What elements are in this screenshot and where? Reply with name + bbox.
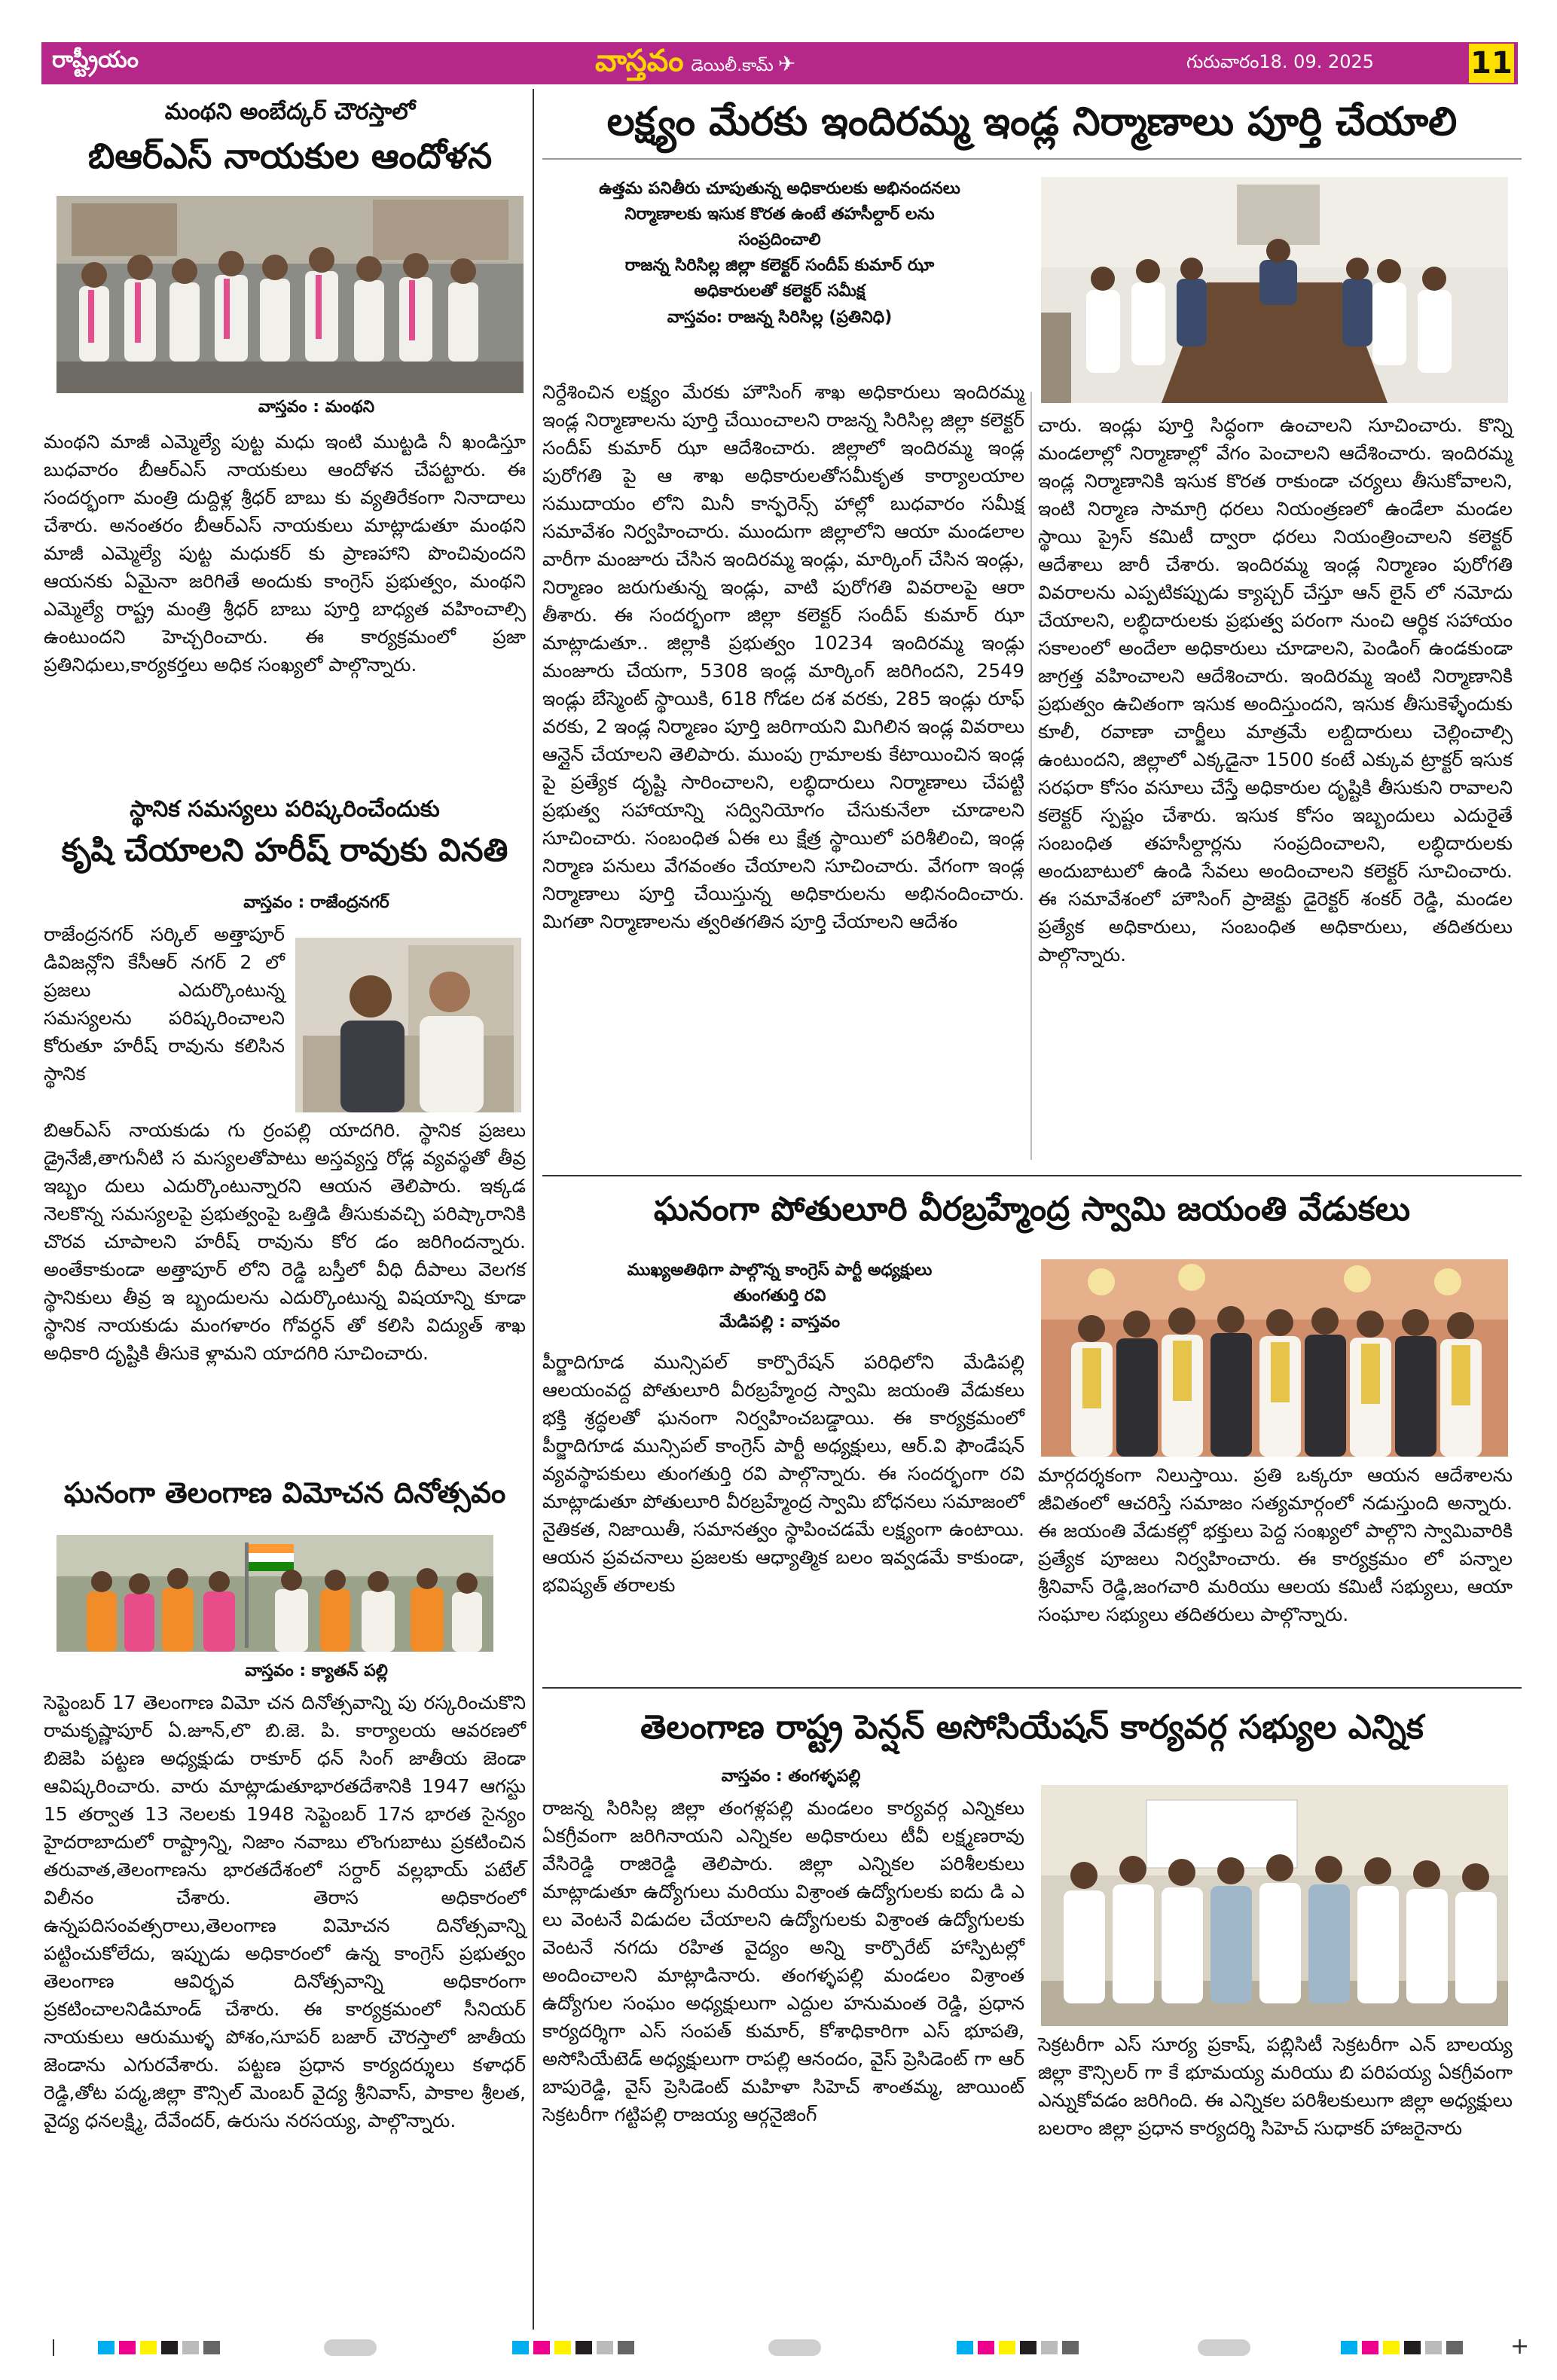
a2-body-side: రాజేంద్రనగర్ సర్కిల్ అత్తాపూర్ డివిజన్లోని కేసీఆర్ నగర్ 2 లో ప్రజలు ఎదుర్కొంటున్న సమస్యలను పరిష్కరించాలని కోరుతూ హరీష్ రావును కలిసిన స్థానిక	[44, 923, 285, 1085]
masthead-brand	[595, 44, 795, 86]
a4-body-left: నిర్దేశించిన లక్ష్యం మేరకు హౌసింగ్ శాఖ అధికారులు ఇందిరమ్మ ఇండ్ల నిర్మాణాలను పూర్తి చేయించాలని రాజన్న సిరిసిల్ల జిల్లా కలెక్టర్ సందీప్ కుమార్ ఝా ఆదేశించారు. జిల్లాలో ఇందిరమ్మ ఇండ్ల పురోగతి పై ఆ శాఖ అధికారులతోసమీకృత కార్యాలయాల సముదాయం లోని మినీ కాన్ఫరెన్స్ హాల్లో బుధవారం సమీక్ష సమావేశం నిర్వహించారు. ముందుగా జిల్లాలోని ఆయా మండలాల వారీగా మంజూరు చేసిన ఇందిరమ్మ ఇండ్లు, మార్కింగ్ చేసిన ఇండ్లు, నిర్మాణం జరుగుతున్న ఇండ్లు, వాటి పురోగతి వివరాలపై ఆరా తీశారు. ఈ సందర్భంగా జిల్లా కలెక్టర్ సందీప్ కుమార్ ఝా మాట్లాడుతూ.. జిల్లాకి ప్రభుత్వం 10234 ఇందిరమ్మ ఇండ్లు మంజూరు చేయగా, 5308 ఇండ్ల మార్కింగ్ జరిగిందని, 2549 ఇండ్లు బేస్మెంట్ స్థాయికి, 618 గోడల దశ వరకు, 285 ఇండ్లు రూఫ్ వరకు, 2 ఇండ్ల నిర్మాణం పూర్తి జరిగాయని మిగిలిన ఇండ్ల వివరాలు ఆన్లైన్ చేయాలని తెలిపారు. ముంపు గ్రామాలకు కేటాయించిన ఇండ్ల పై ప్రత్యేక దృష్టి సారించాలని, లబ్ధిదారులు నిర్మాణాలు చేపట్టి ప్రభుత్వ సహాయాన్ని సద్వినియోగం చేసుకునేలా చూడాలని సూచించారు. సంబంధిత ఏఈ లు క్షేత్ర స్థాయిలో పరిశీలించి, ఇండ్ల నిర్మాణ పనులు వేగవంతం చేయాలని సూచించారు. వేగంగా ఇండ్ల నిర్మాణాలు పూర్తి చేయిస్తున్న అధికారులను అభినందించారు. మిగతా నిర్మాణాలను త్వరితగతిన పూర్తి చేయాలని ఆదేశం	[542, 381, 1024, 932]
section-label: రాష్ట్రీయం	[52, 47, 139, 73]
a4-kicker-block	[542, 176, 1017, 331]
a5-dateline: మేడిపల్లి : వాస్తవం	[719, 1313, 841, 1332]
a5-kicker-2: తుంగతుర్తి రవి	[733, 1286, 826, 1305]
brand-suffix: డెయిలీ.కామ్	[691, 56, 774, 75]
a1-headline: బిఆర్ఎస్ నాయకుల ఆందోళన	[87, 136, 493, 176]
meeting-photo	[1041, 177, 1508, 403]
a4-body-right: చారు. ఇండ్లు పూర్తి సిద్ధంగా ఉంచాలని సూచించారు. కొన్ని మండలాల్లో నిర్మాణాల్లో వేగం పెంచాలని ఆదేశించారు. ఇందిరమ్మ ఇండ్ల నిర్మాణానికి ఇసుక కొరత రాకుండా చర్యలు తీసుకోవాలని, ఇంటి నిర్మాణ సామాగ్రి ధరలు నియంత్రణలో ఉండేలా మండల స్థాయి ప్రైస్ కమిటీ ద్వారా ధరలు నియంత్రించాలని కలెక్టర్ ఆదేశాలు జారీ చేశారు. ఇందిరమ్మ ఇండ్ల నిర్మాణం పురోగతి వివరాలను ఎప్పటికప్పుడు క్యాప్చర్ చేస్తూ ఆన్ లైన్ లో నమోదు చేయాలని, లబ్ధిదారులకు ప్రభుత్వ పరంగా నుంచి ఆర్థిక సహాయం సకాలంలో అందేలా అధికారులు చూడాలని, పెండింగ్ ఉండకుండా జాగ్రత్త వహించాలని ఆదేశించారు. ఇందిరమ్మ ఇంటి నిర్మాణానికి ప్రభుత్వం ఉచితంగా ఇసుక అందిస్తుందని, ఇసుక తీసుకెళ్ళేందుకు కూలీ, రవాణా చార్జీలు మాత్రమే లబ్దిదారులు చెల్లించాల్సి ఉంటుందని, జిల్లాలో ఎక్కడైనా 1500 కంటే ఎక్కువ ట్రాక్టర్ ఇసుక సరఫరా కోసం వసూలు చేస్తే అధికారుల దృష్టికి తీసుకుని రావాలని కలెక్టర్ స్పష్టం చేశారు. ఇసుక కోసం ఇబ్బందులు ఎదురైతే సంబంధిత తహసీల్దార్లను సంప్రదించాలని, లబ్ధిదారులకు అందుబాటులో ఉండి సేవలు అందించాలని కలెక్టర్ సూచించారు. ఈ సమావేశంలో హౌసింగ్ ప్రాజెక్టు డైరెక్టర్ శంకర్ రెడ్డి, మండల ప్రత్యేక అధికారులు, సంబంధిత అధికారులు, తదితరులు పాల్గొన్నారు.	[1038, 414, 1513, 966]
a6-body-right: సెక్రటరీగా ఎస్ సూర్య ప్రకాష్, పబ్లిసిటీ సెక్రటరీగా ఎన్ బాలయ్య జిల్లా కౌన్సిలర్ గా కే భూమయ్య మరియు బి పరిపయ్య ఏకగ్రీవంగా ఎన్నుకోవడం జరిగింది. ఈ ఎన్నికల పరిశీలకులుగా జిల్లా అధ్యక్షులు బలరాం జిల్లా ప్రధాన కార్యదర్శి సిహెచ్ సుధాకర్ హాజరైనారు	[1038, 2034, 1513, 2139]
page-header	[41, 42, 1518, 84]
a4-headline: లక్ష్యం మేరకు ఇందిరమ్మ ఇండ్ల నిర్మాణాలు పూర్తి చేయాలి	[606, 99, 1458, 145]
a1-dateline: వాస్తవం : మంథని	[258, 398, 375, 416]
a5-body-right: మార్గదర్శకంగా నిలుస్తాయి. ప్రతి ఒక్కరూ ఆయన ఆదేశాలను జీవితంలో ఆచరిస్తే సమాజం సత్యమార్గంలో నడుస్తుంది అన్నారు. ఈ జయంతి వేడుకల్లో భక్తులు పెద్ద సంఖ్యలో పాల్గొని స్వామివారికి ప్రత్యేక పూజలు నిర్వహించారు. ఈ కార్యక్రమం లో పన్నాల శ్రీనివాస్ రెడ్డి,జంగచారి మరియు ఆలయ కమిటీ సభ్యులు, ఆయా సంఘాల సభ్యులు తదితరులు పాల్గొన్నారు.	[1038, 1464, 1513, 1625]
a4-bottom-rule	[542, 1175, 1522, 1176]
a5-bottom-rule	[542, 1687, 1522, 1689]
a4-kicker-2: నిర్మాణాలకు ఇసుక కొరత ఉంటే తహసీల్దార్ లను	[624, 205, 935, 224]
column-rule-left	[533, 89, 534, 2330]
a5-headline: ఘనంగా పోతులూరి వీరబ్రహ్మేంద్ర స్వామి జయంతి వేడుకలు	[653, 1190, 1411, 1228]
a3-dateline: వాస్తవం : క్యాతన్ పల్లి	[245, 1661, 388, 1680]
a4-rule	[542, 158, 1522, 160]
registration-mark-icon: +	[1510, 2333, 1530, 2360]
column-rule-a4	[1030, 392, 1032, 1160]
a1-kicker: మంథని అంబేద్కర్ చౌరస్తాలో	[164, 99, 416, 125]
protest-photo	[56, 196, 524, 393]
a2-headline: కృషి చేయాలని హరీష్ రావుకు వినతి	[61, 831, 508, 868]
a6-body-left: రాజన్న సిరిసిల్ల జిల్లా తంగళ్లపల్లి మండలం కార్యవర్గ ఎన్నికలు ఏకగ్రీవంగా జరిగినాయని ఎన్నికల అధికారులు టీవీ లక్ష్మణరావు వేసిరెడ్డి రాజిరెడ్డి తెలిపారు. జిల్లా ఎన్నికల పరిశీలకులు మాట్లాడుతూ ఉద్యోగులు మరియు విశ్రాంత ఉద్యోగులకు ఐదు డి ఎ లు వెంటనే విడుదల చేయాలని ఉద్యోగులకు విశ్రాంత ఉద్యోగులకు వెంటనే నగదు రహిత వైద్యం అన్ని కార్పొరేట్ హాస్పిటల్లో అందించాలని మాట్లాడినారు. తంగళ్ళపల్లి మండలం విశ్రాంత ఉద్యోగుల సంఘం అధ్యక్షులుగా ఎద్దుల హనుమంత రెడ్డి, ప్రధాన కార్యదర్శిగా ఎస్ సంపత్ కుమార్, కోశాధికారిగా ఎస్ భూపతి, అసోసియేటెడ్ అధ్యక్షులుగా రాపల్లి ఆనందం, వైస్ ప్రెసిడెంట్ గా ఆర్ బాపురెడ్డి, వైస్ ప్రెసిడెంట్ మహిళా సిహెచ్ శాంతమ్మ, జాయింట్ సెక్రటరీగా గట్టిపల్లి రాజయ్య ఆర్గనైజింగ్	[542, 1797, 1024, 2125]
flag-hoisting-photo	[56, 1535, 493, 1652]
a6-dateline: వాస్తవం : తంగళ్ళపల్లి	[721, 1767, 861, 1786]
bird-icon: ✈	[777, 51, 796, 76]
handshake-photo	[295, 938, 521, 1112]
a4-dateline: వాస్తవం: రాజన్న సిరిసిల్ల (ప్రతినిధి)	[667, 308, 893, 327]
a5-kicker-1: ముఖ్యఅతిథిగా పాల్గొన్న కాంగ్రెస్ పార్టీ అధ్యక్షులు	[627, 1261, 933, 1280]
a3-headline: ఘనంగా తెలంగాణ విమోచన దినోత్సవం	[63, 1476, 506, 1509]
pension-association-photo	[1041, 1785, 1508, 2026]
page-number: 11	[1469, 44, 1514, 83]
a5-body-left: పీర్జాదిగూడ మున్సిపల్ కార్పొరేషన్ పరిధిలోని మేడిపల్లి ఆలయంవద్ద పోతులూరి వీరబ్రహ్మేంద్ర స్వామి జయంతి వేడుకలు భక్తి శ్రద్ధలతో ఘనంగా నిర్వహించబడ్డాయి. ఈ కార్యక్రమంలో పీర్జాదిగూడ మున్సిపల్ కాంగ్రెస్ పార్టీ అధ్యక్షులు, ఆర్.వి ఫౌండేషన్ వ్యవస్థాపకులు తుంగతుర్తి రవి పాల్గొన్నారు. ఈ సందర్భంగా రవి మాట్లాడుతూ పోతులూరి వీరబ్రహ్మేంద్ర స్వామి బోధనలు సమాజంలో నైతికత, నిజాయితీ, సమానత్వం స్థాపించడమే లక్ష్యంగా ఉంటాయి. ఆయన ప్రవచనాలు ప్రజలకు ఆధ్యాత్మిక బలం ఇవ్వడమే కాకుండా, భవిష్యత్ తరాలకు	[542, 1351, 1024, 1596]
a4-kicker-1: ఉత్తమ పనితీరు చూపుతున్న అధికారులకు అభినందనలు	[599, 179, 960, 198]
brand-name: వాస్తవం	[595, 44, 684, 78]
jayanti-group-photo	[1041, 1259, 1508, 1457]
issue-date: గురువారం18. 09. 2025	[1186, 51, 1375, 72]
a4-kicker-4: రాజన్న సిరిసిల్ల జిల్లా కలెక్టర్ సందీప్ కుమార్ ఝా	[624, 256, 935, 275]
a4-kicker-5: అధికారులతో కలెక్టర్ సమీక్ష	[694, 282, 866, 301]
a5-kicker-block	[542, 1258, 1017, 1336]
a1-body: మంథని మాజీ ఎమ్మెల్యే పుట్ట మధు ఇంటి ముట్టడి నీ ఖండిస్తూ బుధవారం బీఆర్ఎస్ నాయకులు ఆందోళన చేపట్టారు. ఈ సందర్భంగా మంత్రి దుద్దిళ్ల శ్రీధర్ బాబు కు వ్యతిరేకంగా నినాదాలు చేశారు. అనంతరం బీఆర్ఎస్ నాయకులు మాట్లాడుతూ మంథని మాజీ ఎమ్మెల్యే పుట్ట మధుకర్ కు ప్రాణహాని పొంచివుందని ఆయనకు ఏమైనా జరిగితే అందుకు కాంగ్రెస్ ప్రభుత్వం, మంథని ఎమ్మెల్యే రాష్ట్ర మంత్రి శ్రీధర్ బాబు పూర్తి బాధ్యత వహించాల్సి ఉంటుందని హెచ్చరించారు. ఈ కార్యక్రమంలో ప్రజా ప్రతినిధులు,కార్యకర్తలు అధిక సంఖ్యలో పాల్గొన్నారు.	[44, 431, 526, 676]
a2-body: బిఆర్ఎస్ నాయకుడు గు ర్రంపల్లి యాదగిరి. స్థానిక ప్రజలు డ్రైనేజీ,తాగునీటి స మస్యలతోపాటు అస్తవ్యస్త రోడ్ల వ్యవస్థతో తీవ్ర ఇబ్బం దులు ఎదుర్కొంటున్నారని ఆయన తెలిపారు. ఇక్కడ నెలకొన్న సమస్యలపై ప్రభుత్వంపై ఒత్తిడి తీసుకువచ్చి పరిష్కారానికి చొరవ చూపాలని హరీష్ రావును కోర డం జరిగిందన్నారు. అంతేకాకుండా అత్తాపూర్ లోని రెడ్డి బస్తీలో వీధి దీపాలు వెలగక స్థానికులు తీవ్ర ఇ బ్బందులను ఎదుర్కొంటున్న విషయాన్ని కూడా స్థానిక నాయకుడు మంగళారం గోవర్ధన్ తో కలిసి విద్యుత్ శాఖ అధికారి దృష్టికి తీసుకె ళ్లామని యాదగిరి సూచించారు.	[44, 1119, 526, 1364]
a2-kicker: స్థానిక సమస్యలు పరిష్కరించేందుకు	[130, 796, 440, 822]
a6-headline: తెలంగాణ రాష్ట్ర పెన్షన్ అసోసియేషన్ కార్యవర్గ సభ్యుల ఎన్నిక	[640, 1708, 1424, 1747]
a2-dateline: వాస్తవం : రాజేంద్రనగర్	[243, 893, 389, 912]
a3-body: సెప్టెంబర్ 17 తెలంగాణ విమో చన దినోత్సవాన్ని పు రస్కరించుకొని రామకృష్ణాపూర్ ఏ.జూన్,లొ బి.జె. పి. కార్యాలయ ఆవరణలో బిజెపి పట్టణ అధ్యక్షుడు రాకూర్ ధన్ సింగ్ జాతీయ జెండా ఆవిష్కరించారు. వారు మాట్లాడుతూభారతదేశానికి 1947 ఆగస్టు 15 తర్వాత 13 నెలలకు 1948 సెప్టెంబర్ 17న భారత సైన్యం హైదరాబాదులో రాష్ట్రాన్ని, నిజాం నవాబు లొంగుబాటు ప్రకటించిన తరువాత,తెలంగాణను భారతదేశంలో సర్దార్ వల్లభాయ్ పటేల్ విలీనం చేశారు. తెరాస అధికారంలో ఉన్నపదిసంవత్సరాలు,తెలంగాణ విమోచన దినోత్సవాన్ని పట్టించుకోలేదు, ఇప్పుడు అధికారంలో ఉన్న కాంగ్రెస్ ప్రభుత్వం తెలంగాణ ఆవిర్భవ దినోత్సవాన్ని అధికారంగా ప్రకటించాలనిడిమాండ్ చేశారు. ఈ కార్యక్రమంలో సీనియర్ నాయకులు ఆరుముళ్ళ పోశం,సూపర్ బజార్ చౌరస్తాలో జాతీయ జెండాను ఎగురవేశారు. పట్టణ ప్రధాన కార్యదర్శులు కళాధర్ రెడ్డి,తోట పద్మ,జిల్లా కౌన్సిల్ మెంబర్ వైద్య శ్రీనివాస్, పాకాల శ్రీలత, వైద్య ధనలక్ష్మి, దేవేందర్, ఉరుసు నరసయ్య, పాల్గొన్నారు.	[44, 1692, 526, 2131]
a4-kicker-3: సంప్రదించాలి	[738, 230, 821, 249]
print-colour-bars	[0, 2333, 1557, 2363]
